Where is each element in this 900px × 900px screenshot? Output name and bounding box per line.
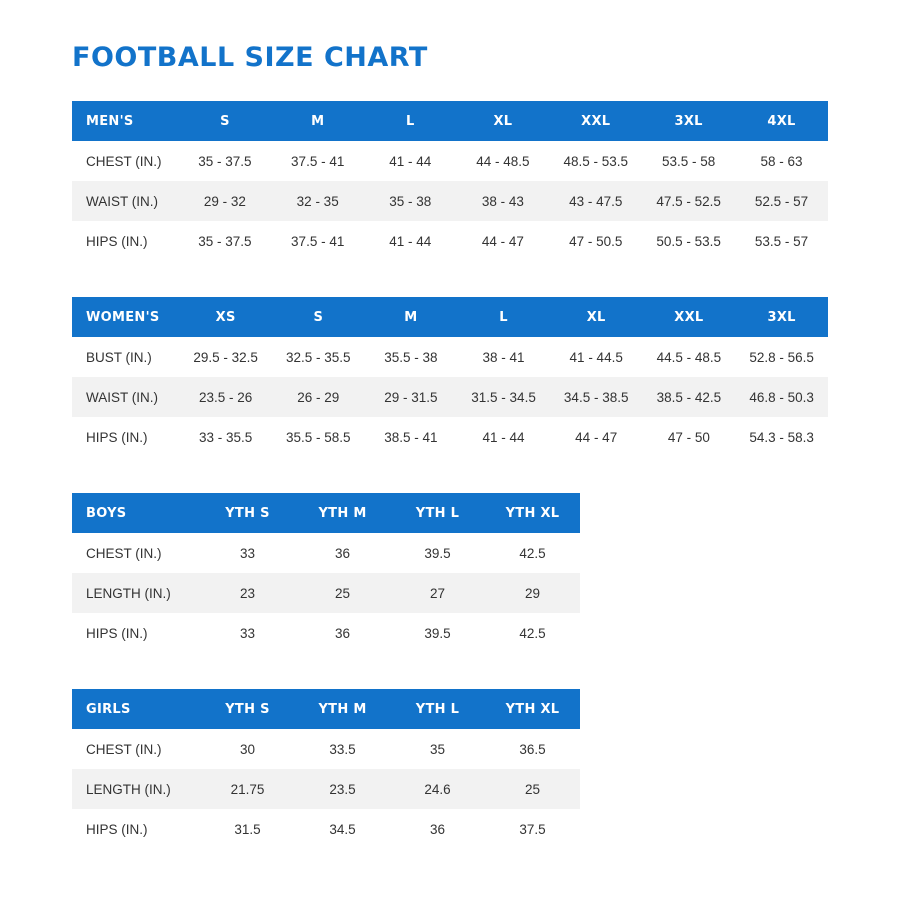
table-header-row (72, 297, 828, 337)
column-header: YTH L (390, 689, 485, 729)
column-header: YTH M (295, 689, 390, 729)
column-header: M (271, 101, 364, 141)
column-header: YTH XL (485, 493, 580, 533)
table-cell: 31.5 - 34.5 (457, 377, 550, 417)
table-cell: 33 (200, 613, 295, 653)
table-row (72, 181, 828, 221)
girls-size-table (72, 689, 580, 849)
column-header: 4XL (735, 101, 828, 141)
table-cell: 37.5 (485, 809, 580, 849)
table-cell: 38.5 - 42.5 (643, 377, 736, 417)
table-cell: 41 - 44 (457, 417, 550, 457)
table-cell: 54.3 - 58.3 (735, 417, 828, 457)
row-label: CHEST (IN.) (72, 141, 179, 181)
table-cell: 44 - 47 (550, 417, 643, 457)
table-cell: 23 (200, 573, 295, 613)
column-header: L (364, 101, 456, 141)
table-cell: 23.5 (295, 769, 390, 809)
table-cell: 41 - 44 (364, 141, 456, 181)
table-cell: 53.5 - 58 (642, 141, 735, 181)
table-cell: 33.5 (295, 729, 390, 769)
table-row (72, 809, 580, 849)
row-label: HIPS (IN.) (72, 809, 200, 849)
table-cell: 35.5 - 58.5 (272, 417, 365, 457)
table-cell: 37.5 - 41 (271, 221, 364, 261)
table-cell: 44 - 48.5 (457, 141, 550, 181)
table-header-row (72, 101, 828, 141)
table-cell: 47.5 - 52.5 (642, 181, 735, 221)
table-cell: 37.5 - 41 (271, 141, 364, 181)
table-cell: 33 (200, 533, 295, 573)
table-cell: 27 (390, 573, 485, 613)
table-cell: 36 (390, 809, 485, 849)
table-cell: 24.6 (390, 769, 485, 809)
column-header: YTH S (200, 493, 295, 533)
column-header: WOMEN'S (72, 297, 179, 337)
table-cell: 41 - 44.5 (550, 337, 643, 377)
column-header: YTH M (295, 493, 390, 533)
table-cell: 29 - 31.5 (365, 377, 458, 417)
table-cell: 32.5 - 35.5 (272, 337, 365, 377)
table-cell: 38 - 41 (457, 337, 550, 377)
table-header-row (72, 689, 580, 729)
table-cell: 47 - 50.5 (549, 221, 642, 261)
table-cell: 43 - 47.5 (549, 181, 642, 221)
table-row (72, 417, 828, 457)
table-cell: 21.75 (200, 769, 295, 809)
table-cell: 35 - 37.5 (179, 221, 272, 261)
column-header: S (179, 101, 272, 141)
table-cell: 34.5 - 38.5 (550, 377, 643, 417)
column-header: XXL (549, 101, 642, 141)
table-row (72, 337, 828, 377)
column-header: M (365, 297, 458, 337)
table-row (72, 729, 580, 769)
table-cell: 52.8 - 56.5 (735, 337, 828, 377)
boys-size-table (72, 493, 580, 653)
column-header: 3XL (642, 101, 735, 141)
table-cell: 41 - 44 (364, 221, 456, 261)
row-label: HIPS (IN.) (72, 221, 179, 261)
table-cell: 34.5 (295, 809, 390, 849)
table-cell: 35.5 - 38 (365, 337, 458, 377)
table-cell: 42.5 (485, 533, 580, 573)
table-cell: 25 (295, 573, 390, 613)
table-cell: 53.5 - 57 (735, 221, 828, 261)
table-cell: 29 - 32 (179, 181, 272, 221)
table-cell: 33 - 35.5 (179, 417, 272, 457)
table-row (72, 141, 828, 181)
table-cell: 35 - 37.5 (179, 141, 272, 181)
table-cell: 46.8 - 50.3 (735, 377, 828, 417)
column-header: 3XL (735, 297, 828, 337)
table-cell: 25 (485, 769, 580, 809)
table-cell: 52.5 - 57 (735, 181, 828, 221)
table-row (72, 533, 580, 573)
row-label: LENGTH (IN.) (72, 573, 200, 613)
table-cell: 38.5 - 41 (365, 417, 458, 457)
column-header: YTH S (200, 689, 295, 729)
column-header: XS (179, 297, 272, 337)
table-cell: 29 (485, 573, 580, 613)
page-title: FOOTBALL SIZE CHART (72, 42, 428, 73)
column-header: XXL (643, 297, 736, 337)
table-cell: 48.5 - 53.5 (549, 141, 642, 181)
mens-size-table (72, 101, 828, 261)
row-label: LENGTH (IN.) (72, 769, 200, 809)
table-row (72, 377, 828, 417)
column-header: S (272, 297, 365, 337)
table-cell: 50.5 - 53.5 (642, 221, 735, 261)
table-header-row (72, 493, 580, 533)
column-header: GIRLS (72, 689, 200, 729)
table-cell: 38 - 43 (457, 181, 550, 221)
row-label: CHEST (IN.) (72, 533, 200, 573)
column-header: YTH XL (485, 689, 580, 729)
column-header: BOYS (72, 493, 200, 533)
table-cell: 26 - 29 (272, 377, 365, 417)
column-header: XL (457, 101, 550, 141)
column-header: L (457, 297, 550, 337)
table-cell: 36 (295, 533, 390, 573)
table-cell: 44 - 47 (457, 221, 550, 261)
table-row (72, 769, 580, 809)
table-cell: 39.5 (390, 613, 485, 653)
row-label: BUST (IN.) (72, 337, 179, 377)
table-cell: 29.5 - 32.5 (179, 337, 272, 377)
table-cell: 39.5 (390, 533, 485, 573)
table-cell: 35 (390, 729, 485, 769)
column-header: MEN'S (72, 101, 179, 141)
column-header: YTH L (390, 493, 485, 533)
table-cell: 31.5 (200, 809, 295, 849)
table-cell: 44.5 - 48.5 (643, 337, 736, 377)
table-cell: 47 - 50 (643, 417, 736, 457)
row-label: HIPS (IN.) (72, 417, 179, 457)
column-header: XL (550, 297, 643, 337)
table-cell: 36 (295, 613, 390, 653)
table-cell: 35 - 38 (364, 181, 456, 221)
table-cell: 36.5 (485, 729, 580, 769)
row-label: CHEST (IN.) (72, 729, 200, 769)
womens-size-table (72, 297, 828, 457)
table-row (72, 573, 580, 613)
table-row (72, 613, 580, 653)
table-cell: 42.5 (485, 613, 580, 653)
table-cell: 32 - 35 (271, 181, 364, 221)
table-cell: 23.5 - 26 (179, 377, 272, 417)
row-label: WAIST (IN.) (72, 377, 179, 417)
table-row (72, 221, 828, 261)
table-cell: 30 (200, 729, 295, 769)
table-cell: 58 - 63 (735, 141, 828, 181)
row-label: HIPS (IN.) (72, 613, 200, 653)
row-label: WAIST (IN.) (72, 181, 179, 221)
